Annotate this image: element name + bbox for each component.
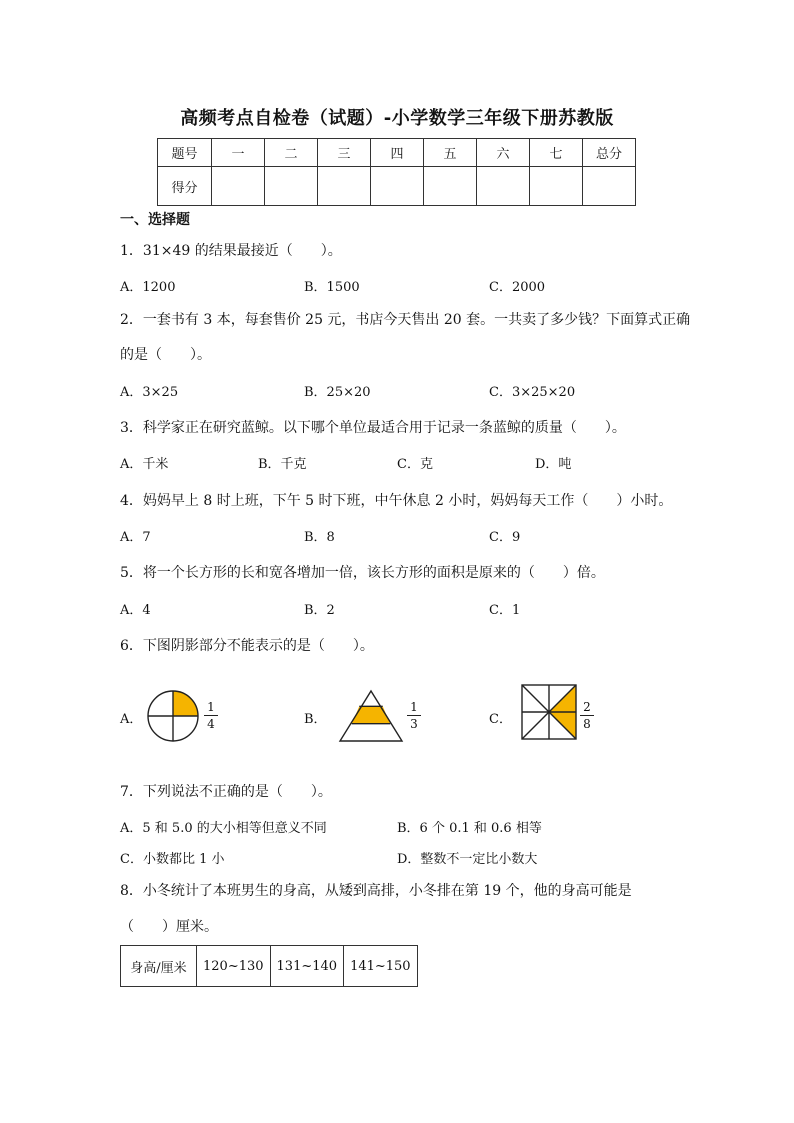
option-c[interactable]: C．9	[489, 530, 521, 545]
question-5: 5．将一个长方形的长和宽各增加一倍，该长方形的面积是原来的（ ）倍。	[120, 565, 605, 581]
score-input-cell[interactable]	[530, 167, 583, 206]
question-2-cont: 的是（ ）。	[120, 347, 211, 363]
question-3: 3．科学家正在研究蓝鲸。以下哪个单位最适合用于记录一条蓝鲸的质量（ ）。	[120, 420, 626, 436]
option-a[interactable]: A．	[120, 712, 143, 727]
option-d[interactable]: D．整数不一定比小数大	[397, 852, 538, 867]
option-c[interactable]: C．	[489, 712, 512, 727]
fraction-denominator: 8	[583, 717, 591, 731]
height-range-cell: 120~130	[197, 946, 271, 987]
fraction-numerator: 2	[583, 700, 591, 714]
score-header-cell: 五	[424, 139, 477, 167]
option-a[interactable]: A．4	[120, 603, 151, 618]
height-range-cell: 131~140	[270, 946, 344, 987]
score-input-cell[interactable]	[424, 167, 477, 206]
option-b[interactable]: B．1500	[304, 280, 360, 295]
score-input-cell[interactable]	[583, 167, 636, 206]
option-b[interactable]: B．千克	[258, 457, 307, 472]
question-8: 8．小冬统计了本班男生的身高，从矮到高排，小冬排在第 19 个，他的身高可能是	[120, 883, 632, 899]
fraction-c	[580, 700, 594, 731]
question-6: 6．下图阴影部分不能表示的是（ ）。	[120, 638, 374, 654]
score-row-label: 得分	[158, 167, 212, 206]
square-eighths-figure	[520, 683, 578, 741]
fraction-numerator: 1	[207, 700, 215, 714]
fraction-denominator: 4	[207, 717, 215, 731]
score-header-cell: 题号	[158, 139, 212, 167]
question-8-cont: （ ）厘米。	[120, 919, 218, 935]
score-header-cell: 一	[212, 139, 265, 167]
option-c[interactable]: C．3×25×20	[489, 385, 576, 400]
triangle-third-figure	[338, 689, 404, 743]
option-c[interactable]: C．1	[489, 603, 521, 618]
score-header-cell: 二	[265, 139, 318, 167]
fraction-a	[204, 700, 218, 731]
question-2: 2．一套书有 3 本，每套售价 25 元，书店今天售出 20 套。一共卖了多少钱？下面算式正确	[120, 312, 691, 328]
score-header-cell: 四	[371, 139, 424, 167]
score-input-cell[interactable]	[318, 167, 371, 206]
option-b[interactable]: B．	[304, 712, 327, 727]
score-input-cell[interactable]	[265, 167, 318, 206]
option-b[interactable]: B．2	[304, 603, 335, 618]
option-c[interactable]: C．小数都比 1 小	[120, 852, 225, 867]
fraction-denominator: 3	[410, 717, 418, 731]
option-c[interactable]: C．2000	[489, 280, 546, 295]
circle-quarter-figure	[146, 689, 200, 743]
score-header-cell: 总分	[583, 139, 636, 167]
score-header-cell: 六	[477, 139, 530, 167]
section-heading: 一、选择题	[120, 212, 190, 228]
fraction-b	[407, 700, 421, 731]
score-table	[157, 138, 636, 206]
fraction-numerator: 1	[410, 700, 418, 714]
option-a[interactable]: A．7	[120, 530, 151, 545]
option-d[interactable]: D．吨	[535, 457, 572, 472]
option-a[interactable]: A．1200	[120, 280, 176, 295]
option-c[interactable]: C．克	[397, 457, 433, 472]
option-a[interactable]: A．5 和 5.0 的大小相等但意义不同	[120, 821, 327, 836]
height-range-cell: 141~150	[344, 946, 418, 987]
question-4: 4．妈妈早上 8 时上班，下午 5 时下班，中午休息 2 小时，妈妈每天工作（ ）小时。	[120, 493, 673, 509]
option-b[interactable]: B．25×20	[304, 385, 371, 400]
score-header-cell: 七	[530, 139, 583, 167]
page-title: 高频考点自检卷（试题）-小学数学三年级下册苏教版	[180, 108, 614, 129]
option-a[interactable]: A．3×25	[120, 385, 179, 400]
question-7: 7．下列说法不正确的是（ ）。	[120, 784, 332, 800]
score-input-cell[interactable]	[212, 167, 265, 206]
question-1: 1．31×49 的结果最接近（ ）。	[120, 243, 342, 259]
score-input-cell[interactable]	[477, 167, 530, 206]
height-table	[120, 945, 418, 987]
height-table-label: 身高/厘米	[121, 946, 197, 987]
score-header-cell: 三	[318, 139, 371, 167]
option-a[interactable]: A．千米	[120, 457, 169, 472]
option-b[interactable]: B．6 个 0.1 和 0.6 相等	[397, 821, 542, 836]
score-input-cell[interactable]	[371, 167, 424, 206]
option-b[interactable]: B．8	[304, 530, 335, 545]
